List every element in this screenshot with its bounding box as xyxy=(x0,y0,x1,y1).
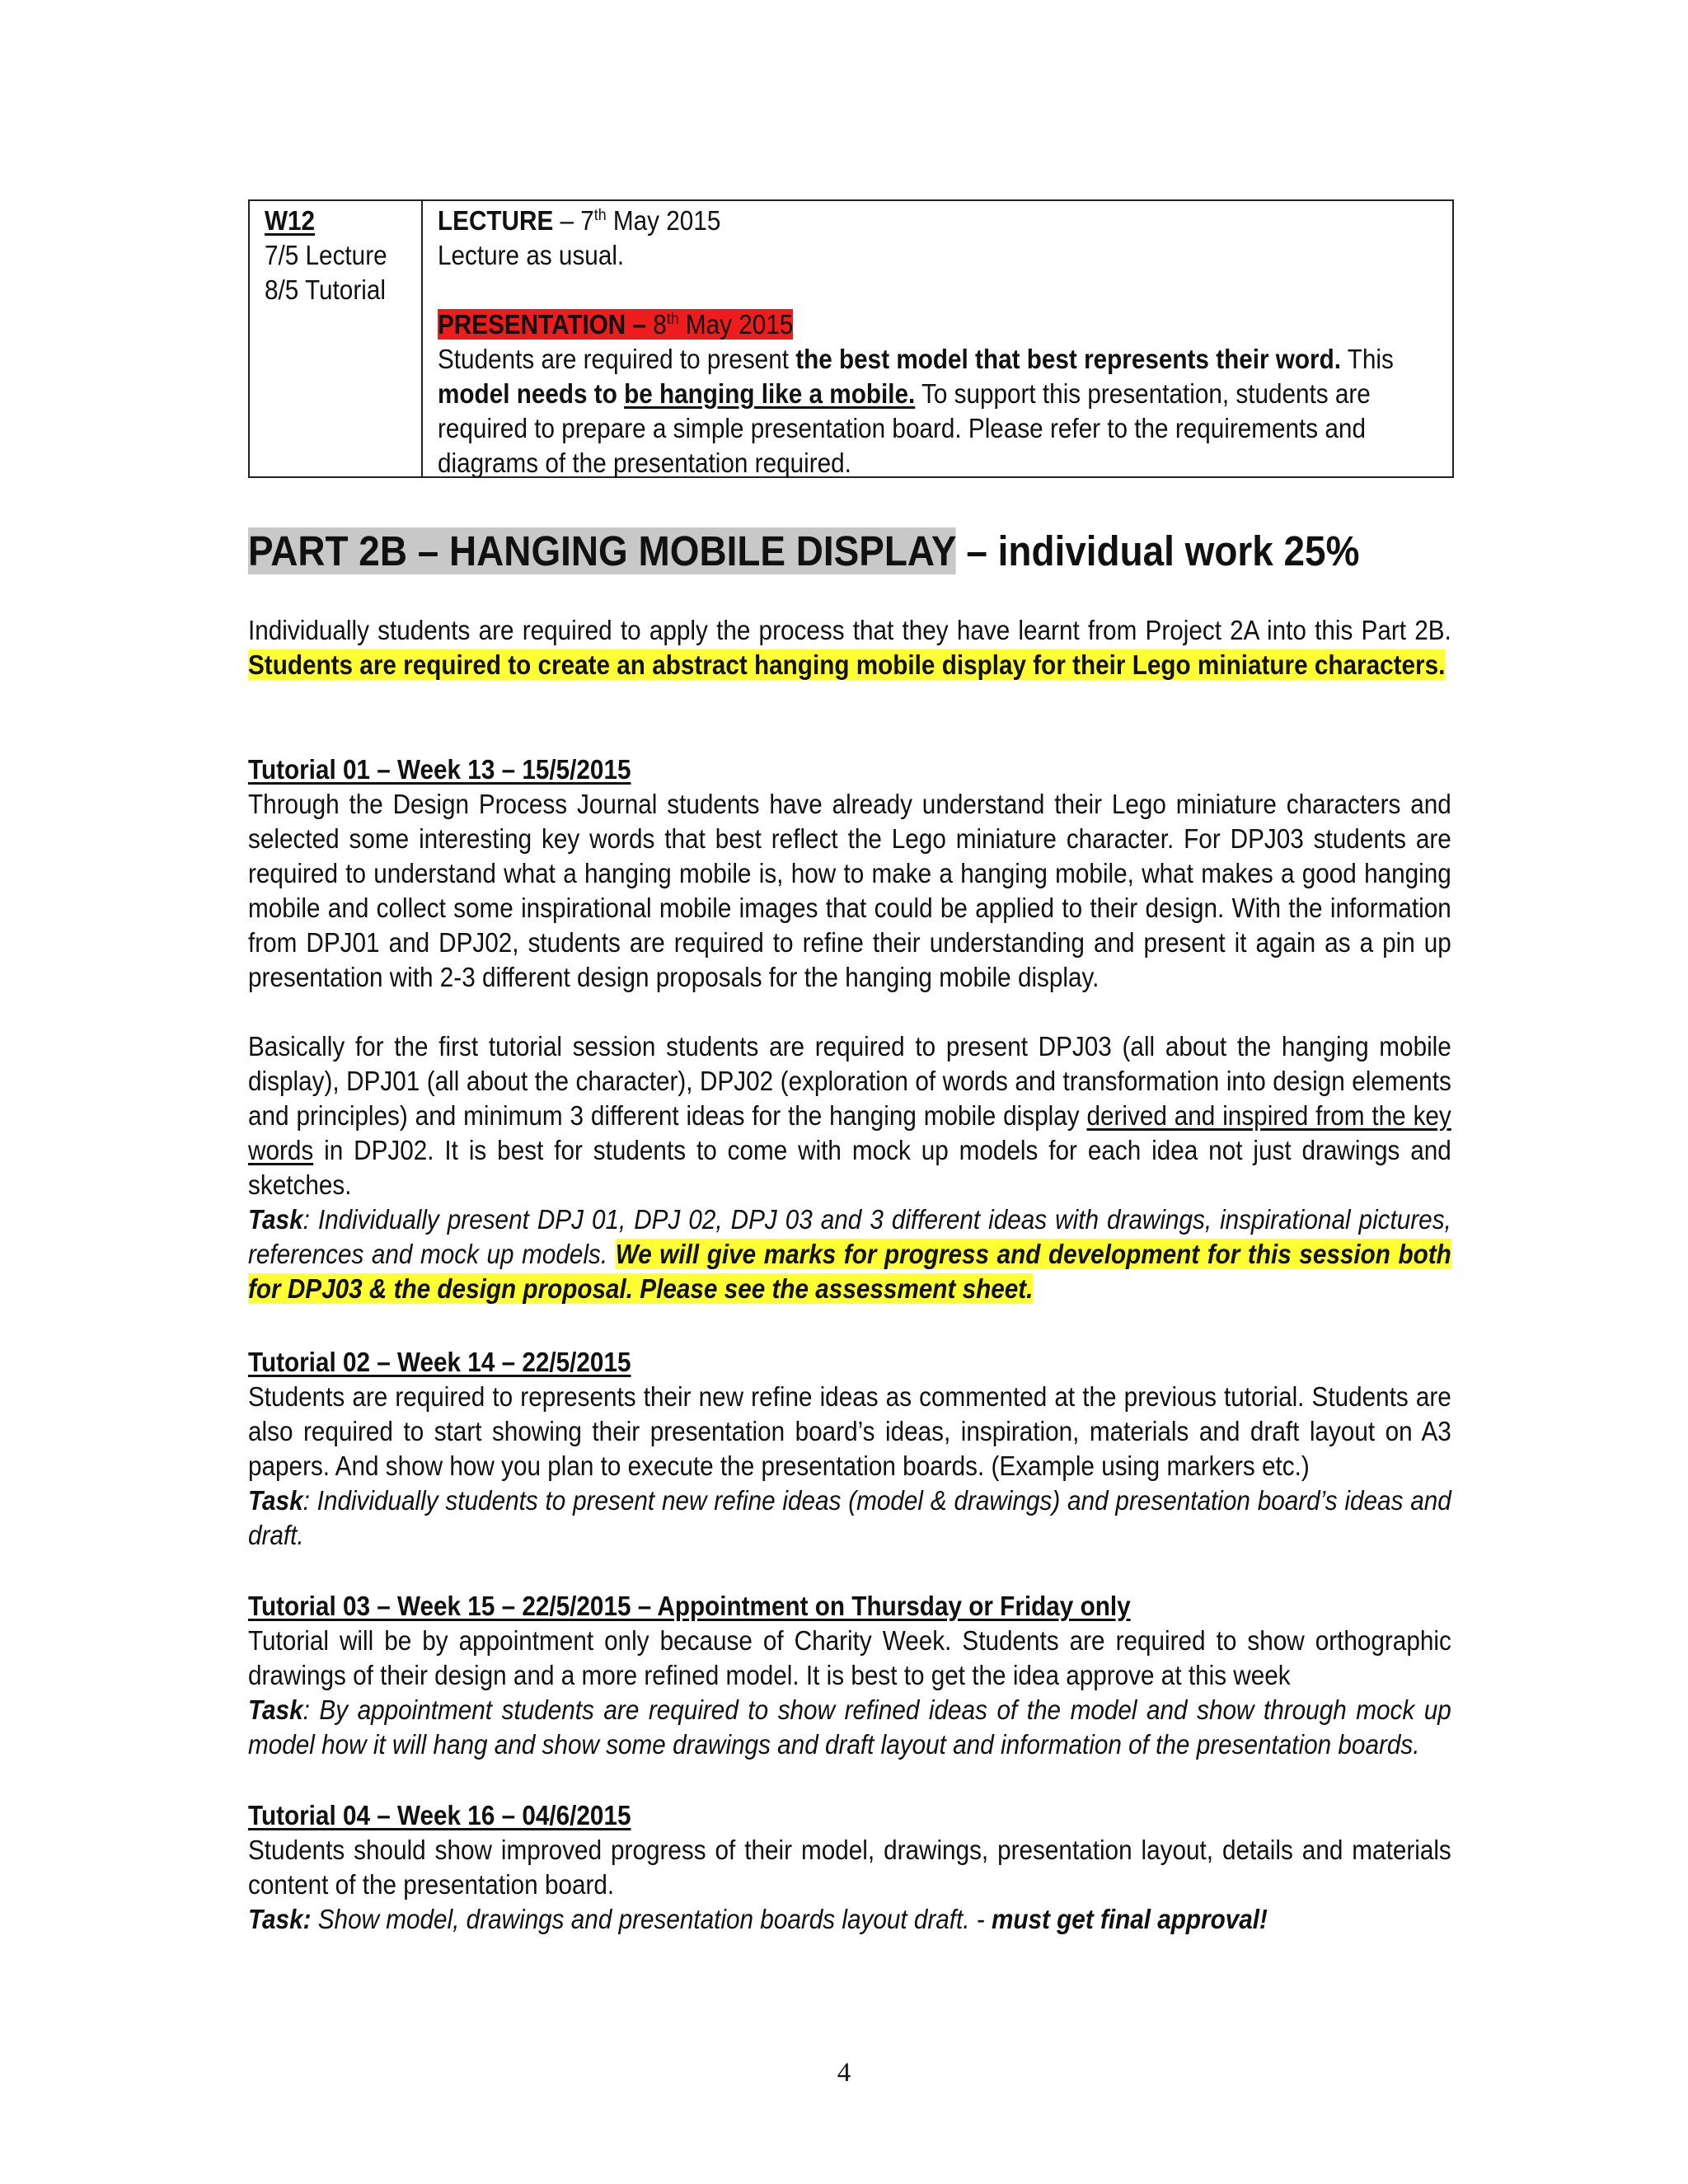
details-cell xyxy=(438,204,1424,480)
t4-task-end: must get final approval! xyxy=(991,1904,1268,1934)
lecture-dash: – 7 xyxy=(553,205,594,236)
tutorial-02 xyxy=(248,1345,1451,1553)
heading-rest: – individual work 25% xyxy=(955,527,1360,574)
t1-p2-c: in DPJ02. It is best for students to come with mock up models for each idea not just drawings and sketches. xyxy=(248,1135,1451,1200)
t1-p2-underline: derived and inspired from the key words xyxy=(248,1100,1451,1165)
p2-a: model needs to xyxy=(438,378,625,409)
t4-task-label: Task: xyxy=(248,1904,312,1934)
tutorial-04-title: Tutorial 04 – Week 16 – 04/6/2015 xyxy=(248,1800,631,1830)
p1-b: the best model that best represents their word. xyxy=(795,344,1342,374)
tutorial-04 xyxy=(248,1798,1451,1937)
presentation-p4: diagrams of the presentation required. xyxy=(438,448,851,478)
t1-task-highlight: We will give marks for progress and development for this session both for DPJ03 & the design proposal. Please see the assessment sheet. xyxy=(248,1239,1451,1304)
tutorial-03-paragraph: Tutorial will be by appointment only because of Charity Week. Students are required to show orthographic drawings of their design and a more refined model. It is best to get the idea approve at this week xyxy=(248,1625,1451,1690)
p1-a: Students are required to present xyxy=(438,344,796,374)
presentation-num: 8 xyxy=(653,309,667,340)
tutorial-01 xyxy=(248,752,1451,1306)
presentation-sup: th xyxy=(666,310,679,328)
presentation-date: May 2015 xyxy=(678,309,794,340)
t1-p2-a: Basically for the first tutorial session students are required to present DPJ03 (all about the hanging mobile display), DPJ01 (all about the character), DPJ02 (exploration of words and transformation into design elements and principles) and minimum 3 different ideas for the hanging mobile display xyxy=(248,1031,1451,1131)
t2-task-label: Task xyxy=(248,1485,303,1516)
schedule-table xyxy=(248,199,1454,478)
lecture-date: May 2015 xyxy=(606,205,721,236)
tutorial-01-paragraph-2 xyxy=(248,1029,1451,1202)
lecture-sup: th xyxy=(593,206,607,224)
tutorial-04-paragraph: Students should show improved progress of their model, drawings, presentation layout, details and materials content of the presentation board. xyxy=(248,1835,1451,1900)
presentation-p2 xyxy=(438,377,1424,411)
tutorial-date-line: 8/5 Tutorial xyxy=(265,274,386,305)
tutorial-01-paragraph: Through the Design Process Journal students have already understand their Lego miniature characters and selected some interesting key words that best reflect the Lego miniature character. For DPJ03 students are required to understand what a hanging mobile is, how to make a hanging mobile, what makes a good hanging mobile and collect some inspirational mobile images that could be applied to their design. With the information from DPJ01 and DPJ02, students are required to refine their understanding and present it again as a pin up presentation with 2-3 different design proposals for the hanging mobile display. xyxy=(248,789,1451,992)
presentation-p3: required to prepare a simple presentation board. Please refer to the requirements and xyxy=(438,413,1366,443)
p2-c: To support this presentation, students are xyxy=(915,378,1371,409)
t3-task-text: : By appointment students are required to show refined ideas of the model and show through mock up model how it will hang and show some drawings and draft layout and information of the presentation boards. xyxy=(248,1694,1451,1760)
tutorial-02-title: Tutorial 02 – Week 14 – 22/5/2015 xyxy=(248,1347,631,1377)
presentation-label: PRESENTATION – xyxy=(438,309,654,340)
tutorial-02-paragraph: Students are required to represents their new refine ideas as commented at the previous tutorial. Students are also required to start showing their presentation board’s ideas, inspiration, materials and draft layout on A3 papers. And show how you plan to execute the presentation boards. (Example using markers etc.) xyxy=(248,1381,1451,1481)
t4-task-text: Show model, drawings and presentation boards layout draft. - xyxy=(311,1904,992,1934)
presentation-p1 xyxy=(438,342,1424,377)
t1-task-text: : Individually present DPJ 01, DPJ 02, DPJ 03 and 3 different ideas with drawings, inspirational pictures, references and mock up models. xyxy=(248,1204,1451,1269)
tutorial-03-task xyxy=(248,1693,1451,1762)
t2-task-text: : Individually students to present new refine ideas (model & drawings) and presentation board’s ideas and draft. xyxy=(248,1485,1451,1550)
page-number: 4 xyxy=(837,2058,851,2088)
lecture-label: LECTURE xyxy=(438,205,554,236)
week-label: W12 xyxy=(265,205,316,236)
intro-text: Individually students are required to apply the process that they have learnt from Project 2A into this Part 2B. xyxy=(248,615,1451,645)
tutorial-03 xyxy=(248,1589,1451,1762)
tutorial-04-task xyxy=(248,1902,1451,1937)
table-divider xyxy=(421,201,423,476)
t1-task-label: Task xyxy=(248,1204,303,1235)
section-heading xyxy=(248,525,1359,578)
heading-highlight: PART 2B – HANGING MOBILE DISPLAY xyxy=(248,527,956,574)
lecture-text: Lecture as usual. xyxy=(438,240,625,270)
lecture-line xyxy=(438,204,1424,238)
intro-paragraph xyxy=(248,613,1451,682)
lecture-date-line: 7/5 Lecture xyxy=(265,240,387,270)
week-cell xyxy=(265,204,402,307)
presentation-line xyxy=(438,307,1424,342)
tutorial-02-task xyxy=(248,1483,1451,1553)
p1-c: This xyxy=(1341,344,1394,374)
tutorial-03-title: Tutorial 03 – Week 15 – 22/5/2015 – Appointment on Thursday or Friday only xyxy=(248,1591,1131,1621)
p2-b: be hanging like a mobile. xyxy=(624,378,916,409)
intro-highlight: Students are required to create an abstract hanging mobile display for their Lego miniature characters. xyxy=(248,649,1446,680)
tutorial-01-title: Tutorial 01 – Week 13 – 15/5/2015 xyxy=(248,754,631,785)
tutorial-01-task xyxy=(248,1202,1451,1306)
presentation-highlight xyxy=(438,309,793,340)
t3-task-label: Task xyxy=(248,1694,303,1725)
